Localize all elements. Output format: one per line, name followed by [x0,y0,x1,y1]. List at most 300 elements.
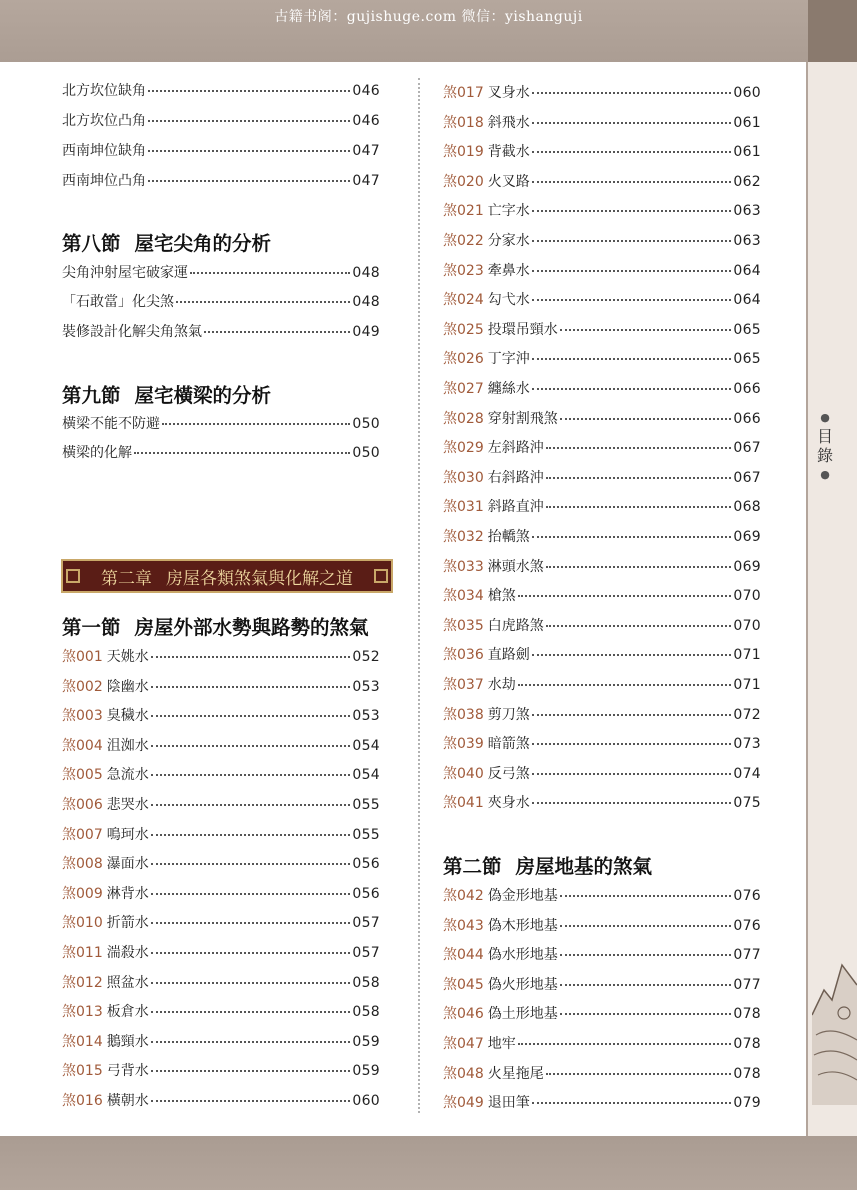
entry-title: 橫朝水 [106,1093,149,1109]
entry-title: 火星拖尾 [487,1065,544,1082]
toc-entry[interactable] [62,764,380,784]
dot-leader [532,270,732,272]
toc-entry[interactable] [443,171,761,191]
entry-page: 069 [733,558,761,575]
entry-prefix: 煞018 [443,114,484,131]
entry-title: 反弓煞 [487,765,530,782]
entry-title: 西南坤位缺角 [62,143,146,159]
entry-prefix: 煞027 [443,381,484,397]
dot-leader [560,1013,732,1015]
toc-entry[interactable] [443,944,761,964]
entry-title: 丁字沖 [487,351,530,368]
entry-prefix: 煞039 [443,736,484,753]
dot-leader [151,715,351,717]
toc-entry[interactable] [443,348,761,368]
entry-page: 065 [733,351,761,368]
entry-prefix: 煞002 [62,678,103,695]
dot-leader [532,240,732,242]
entry-page: 070 [733,588,761,605]
toc-entry[interactable] [443,885,761,905]
dot-leader [151,863,351,865]
entry-title: 槍煞 [487,588,516,605]
toc-entry[interactable] [443,556,761,576]
entry-title: 左斜路沖 [487,440,544,457]
entry-page: 066 [733,410,761,427]
entry-page: 077 [733,947,761,964]
toc-entry[interactable] [62,1060,380,1080]
dot-leader [546,625,732,627]
entry-prefix: 煞034 [443,588,484,605]
entry-title: 偽木形地基 [487,917,558,934]
entry-page: 059 [352,1033,380,1050]
entry-title: 「石敢當」化尖煞 [62,294,174,310]
section-title: 房屋地基的煞氣 [515,855,653,878]
mountain-ornament-icon [812,945,857,1105]
dot-leader [151,922,351,924]
dot-leader [151,656,351,658]
entry-title: 暗箭煞 [487,736,530,753]
entry-prefix: 煞044 [443,947,484,964]
dot-leader [518,684,732,686]
entry-title: 鵝頸水 [106,1033,149,1050]
entry-page: 063 [733,233,761,249]
entry-title: 天姚水 [106,649,149,665]
entry-page: 057 [352,945,380,961]
entry-page: 053 [352,678,380,695]
entry-page: 060 [352,1093,380,1109]
entry-page: 061 [733,114,761,131]
entry-prefix: 煞024 [443,292,484,309]
toc-entry[interactable] [443,319,761,339]
toc-entry[interactable] [62,676,380,696]
entry-title: 臭穢水 [106,708,149,725]
section-title: 屋宅尖角的分析 [134,232,272,255]
toc-entry[interactable] [62,321,380,341]
chapter-banner[interactable] [61,559,393,593]
entry-prefix: 煞026 [443,351,484,368]
entry-page: 078 [733,1065,761,1082]
toc-entry[interactable] [443,260,761,280]
dot-leader [176,301,350,303]
entry-page: 058 [352,1004,380,1021]
entry-page: 054 [352,737,380,754]
entry-page: 046 [352,113,380,129]
column-divider [418,78,420,1113]
entry-title: 偽水形地基 [487,947,558,964]
entry-page: 050 [352,416,380,432]
dot-leader [518,1043,732,1045]
toc-entry[interactable] [443,437,761,457]
entry-title: 急流水 [106,767,149,784]
entry-page: 050 [352,445,380,461]
toc-entry[interactable] [62,1031,380,1051]
entry-prefix: 煞015 [62,1063,103,1080]
section-label: 第二節 [443,855,502,878]
entry-title: 悲哭水 [106,797,149,813]
entry-prefix: 煞020 [443,173,484,190]
toc-entry[interactable] [443,1063,761,1083]
toc-entry[interactable] [62,824,380,844]
side-tab-char-1: 目 [816,427,833,446]
dot-leader [148,90,350,92]
entry-page: 065 [733,321,761,338]
entry-prefix: 煞036 [443,647,484,664]
entry-prefix: 煞046 [443,1006,484,1023]
entry-title: 尖角沖射屋宅破家運 [62,265,188,281]
toc-entry[interactable] [443,112,761,132]
entry-page: 070 [733,617,761,634]
dot-leader [560,895,732,897]
entry-prefix: 煞010 [62,915,103,932]
entry-title: 地牢 [487,1036,516,1052]
entry-prefix: 煞011 [62,945,103,961]
entry-title: 偽火形地基 [487,976,558,993]
dot-leader [134,452,350,454]
section-heading[interactable] [62,228,271,256]
entry-prefix: 煞019 [443,144,484,161]
toc-entry[interactable] [62,1001,380,1021]
entry-prefix: 煞023 [443,262,484,279]
entry-title: 右斜路沖 [487,469,544,486]
entry-title: 牽鼻水 [487,262,530,279]
entry-title: 夾身水 [487,795,530,812]
entry-prefix: 煞009 [62,885,103,902]
section-label: 第一節 [62,616,121,639]
section-label: 第九節 [62,384,121,407]
dot-leader [532,181,732,183]
entry-prefix: 煞016 [62,1093,103,1109]
toc-entry[interactable] [62,853,380,873]
dot-leader [532,151,732,153]
entry-title: 水劫 [487,677,516,693]
entry-page: 077 [733,976,761,993]
entry-title: 沮洳水 [106,737,149,754]
dot-leader [151,1041,351,1043]
toc-entry[interactable] [62,1090,380,1110]
toc-entry[interactable] [443,733,761,753]
entry-title: 板倉水 [106,1004,149,1021]
entry-page: 052 [352,649,380,665]
entry-page: 046 [352,83,380,99]
toc-entry[interactable] [443,792,761,812]
entry-title: 橫梁的化解 [62,445,132,461]
toc-entry[interactable] [62,972,380,992]
section-heading[interactable] [62,612,369,640]
entry-prefix: 煞001 [62,649,103,665]
entry-page: 067 [733,469,761,486]
toc-entry[interactable] [443,1033,761,1053]
toc-entry[interactable] [443,704,761,724]
toc-entry[interactable] [443,1003,761,1023]
toc-entry[interactable] [443,141,761,161]
side-tab-label [815,408,835,484]
entry-page: 054 [352,767,380,784]
entry-title: 直路劍 [487,647,530,664]
entry-page: 060 [733,85,761,101]
entry-page: 048 [352,294,380,310]
dot-icon: ● [820,411,830,424]
entry-page: 066 [733,381,761,397]
toc-entry[interactable] [62,735,380,755]
dot-leader [151,1011,351,1013]
entry-title: 抬轎煞 [487,529,530,545]
toc-entry[interactable] [62,291,380,311]
entry-page: 068 [733,499,761,516]
entry-prefix: 煞029 [443,440,484,457]
dot-leader [151,1070,351,1072]
toc-entry[interactable] [443,378,761,398]
entry-page: 056 [352,885,380,902]
entry-page: 072 [733,706,761,723]
dot-leader [532,388,732,390]
entry-page: 064 [733,292,761,309]
bottom-band [0,1136,857,1190]
entry-prefix: 煞021 [443,203,484,220]
entry-page: 056 [352,856,380,873]
dot-leader [532,773,732,775]
dot-leader [151,745,351,747]
toc-entry[interactable] [62,80,380,100]
entry-page: 064 [733,262,761,279]
toc-entry[interactable] [62,942,380,962]
entry-prefix: 煞031 [443,499,484,516]
toc-entry[interactable] [443,200,761,220]
dot-leader [151,952,351,954]
dot-leader [151,774,351,776]
dot-leader [518,595,732,597]
entry-title: 陰幽水 [106,678,149,695]
entry-page: 071 [733,647,761,664]
entry-title: 瀑面水 [106,856,149,873]
entry-title: 勾弋水 [487,292,530,309]
entry-prefix: 煞032 [443,529,484,545]
dot-icon: ● [820,468,830,481]
entry-title: 北方坎位缺角 [62,83,146,99]
toc-entry[interactable] [443,1092,761,1112]
entry-title: 背截水 [487,144,530,161]
dot-leader [532,654,732,656]
banner-ornament-icon [66,569,80,583]
entry-page: 071 [733,677,761,693]
entry-page: 075 [733,795,761,812]
entry-prefix: 煞045 [443,976,484,993]
entry-title: 西南坤位凸角 [62,173,146,189]
banner-ornament-icon [374,569,388,583]
dot-leader [532,122,732,124]
dot-leader [151,982,351,984]
entry-title: 斜飛水 [487,114,530,131]
entry-title: 退田筆 [487,1095,530,1112]
entry-page: 076 [733,917,761,934]
side-tab-char-2: 錄 [816,446,833,465]
entry-title: 偽金形地基 [487,888,558,904]
dot-leader [162,423,350,425]
toc-entry[interactable] [62,794,380,814]
entry-title: 亡字水 [487,203,530,220]
entry-prefix: 煞038 [443,706,484,723]
dot-leader [148,180,350,182]
entry-prefix: 煞030 [443,469,484,486]
toc-entry[interactable] [62,912,380,932]
entry-title: 弓背水 [106,1063,149,1080]
dot-leader [151,1100,351,1102]
entry-title: 火叉路 [487,173,530,190]
entry-prefix: 煞013 [62,1004,103,1021]
entry-title: 鳴珂水 [106,826,149,843]
chapter-title: 房屋各類煞氣與化解之道 [166,568,353,589]
dot-leader [532,536,732,538]
entry-title: 裝修設計化解尖角煞氣 [62,324,202,340]
entry-page: 069 [733,529,761,545]
dot-leader [546,566,732,568]
section-label: 第八節 [62,232,121,255]
dot-leader [560,984,732,986]
dot-leader [560,329,732,331]
entry-page: 047 [352,173,380,189]
toc-entry[interactable] [443,585,761,605]
entry-title: 纏絲水 [487,381,530,397]
section-heading[interactable] [443,851,652,879]
entry-prefix: 煞003 [62,708,103,725]
toc-entry[interactable] [62,705,380,725]
entry-page: 062 [733,173,761,190]
dot-leader [532,210,732,212]
toc-entry[interactable] [443,230,761,250]
entry-title: 剪刀煞 [487,706,530,723]
section-title: 屋宅橫梁的分析 [134,384,272,407]
entry-page: 047 [352,143,380,159]
toc-entry[interactable] [62,646,380,666]
toc-entry[interactable] [62,442,380,462]
dot-leader [546,447,732,449]
chapter-label: 第二章 [101,568,152,589]
entry-title: 分家水 [487,233,530,249]
entry-prefix: 煞035 [443,617,484,634]
entry-page: 078 [733,1036,761,1052]
entry-page: 073 [733,736,761,753]
toc-entry[interactable] [443,496,761,516]
entry-prefix: 煞028 [443,410,484,427]
dot-leader [190,272,350,274]
entry-prefix: 煞006 [62,797,103,813]
entry-page: 063 [733,203,761,220]
dot-leader [532,299,732,301]
dot-leader [560,418,732,420]
entry-page: 067 [733,440,761,457]
dot-leader [151,834,351,836]
dot-leader [148,120,350,122]
toc-entry[interactable] [62,170,380,190]
toc-entry[interactable] [443,526,761,546]
entry-page: 057 [352,915,380,932]
toc-entry[interactable] [62,140,380,160]
toc-entry[interactable] [443,82,761,102]
toc-entry[interactable] [62,413,380,433]
entry-page: 079 [733,1095,761,1112]
entry-page: 055 [352,797,380,813]
dot-leader [560,925,732,927]
toc-entry[interactable] [62,262,380,282]
section-heading[interactable] [62,380,271,408]
entry-prefix: 煞033 [443,558,484,575]
toc-entry[interactable] [62,110,380,130]
dot-leader [151,804,351,806]
dot-leader [546,506,732,508]
dot-leader [151,686,351,688]
toc-entry[interactable] [443,974,761,994]
entry-page: 061 [733,144,761,161]
toc-entry[interactable] [443,289,761,309]
entry-title: 北方坎位凸角 [62,113,146,129]
dot-leader [204,331,350,333]
dot-leader [532,92,732,94]
toc-entry[interactable] [443,644,761,664]
entry-prefix: 煞047 [443,1036,484,1052]
entry-prefix: 煞041 [443,795,484,812]
dot-leader [532,358,732,360]
entry-title: 淋背水 [106,885,149,902]
dot-leader [532,802,732,804]
entry-prefix: 煞049 [443,1095,484,1112]
section-title: 房屋外部水勢與路勢的煞氣 [134,616,369,639]
entry-title: 穿射割飛煞 [487,410,558,427]
entry-prefix: 煞037 [443,677,484,693]
entry-prefix: 煞048 [443,1065,484,1082]
entry-prefix: 煞022 [443,233,484,249]
entry-prefix: 煞042 [443,888,484,904]
toc-entry[interactable] [443,408,761,428]
entry-page: 053 [352,708,380,725]
entry-title: 湍殺水 [106,945,149,961]
toc-entry[interactable] [443,467,761,487]
entry-title: 照盆水 [106,974,149,991]
dot-leader [148,150,350,152]
entry-prefix: 煞040 [443,765,484,782]
entry-prefix: 煞007 [62,826,103,843]
entry-title: 斜路直沖 [487,499,544,516]
watermark: 古籍书阁：gujishuge.com 微信：yishanguji [274,9,583,25]
dot-leader [560,954,732,956]
dot-leader [532,1102,732,1104]
entry-title: 投環吊頸水 [487,321,558,338]
entry-page: 076 [733,888,761,904]
entry-prefix: 煞005 [62,767,103,784]
toc-entry[interactable] [62,883,380,903]
dot-leader [532,714,732,716]
dot-leader [151,893,351,895]
entry-page: 074 [733,765,761,782]
entry-page: 078 [733,1006,761,1023]
entry-title: 折箭水 [106,915,149,932]
entry-title: 叉身水 [487,85,530,101]
entry-page: 058 [352,974,380,991]
entry-prefix: 煞004 [62,737,103,754]
dot-leader [546,1073,732,1075]
entry-prefix: 煞025 [443,321,484,338]
entry-page: 048 [352,265,380,281]
entry-title: 淋頭水煞 [487,558,544,575]
entry-prefix: 煞014 [62,1033,103,1050]
entry-title: 橫梁不能不防避 [62,416,160,432]
entry-page: 055 [352,826,380,843]
toc-entry[interactable] [443,674,761,694]
toc-entry[interactable] [443,915,761,935]
dot-leader [532,743,732,745]
entry-page: 059 [352,1063,380,1080]
entry-page: 049 [352,324,380,340]
toc-entry[interactable] [443,615,761,635]
toc-entry[interactable] [443,763,761,783]
